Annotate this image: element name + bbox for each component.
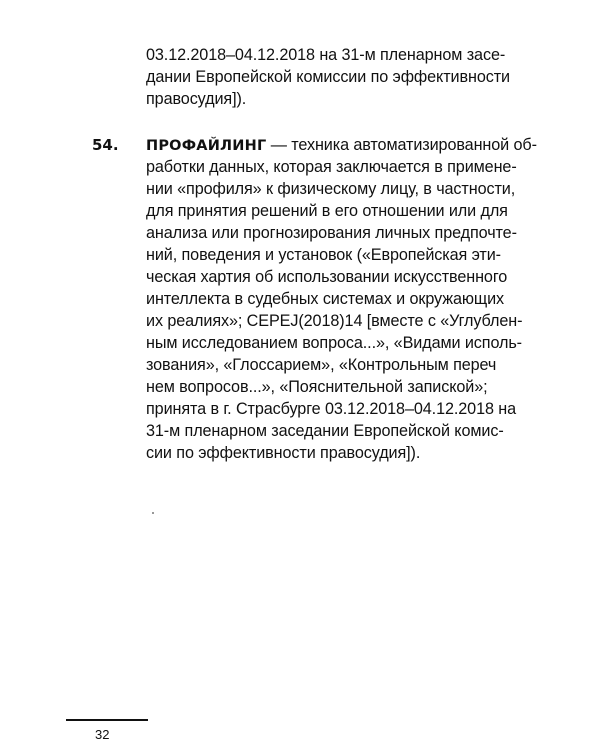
text-line: 31-м пленарном заседании Европейской комис- [146,422,504,440]
page-number: 32 [95,727,110,742]
text-line: их реалиях»; CEPEJ(2018)14 [вместе с «Углублен- [146,312,523,330]
text-line: ным исследованием вопроса...», «Видами исполь- [146,334,522,352]
text-line: нем вопросов...», «Пояснительной запиской»; [146,378,488,396]
footnote-divider [66,719,148,721]
text-line: ческая хартия об использовании искусственного [146,268,508,286]
text-line: нии «профиля» к физическому лицу, в частности, [146,180,516,198]
entry-term: ПРОФАЙЛИНГ [146,138,267,154]
text-line: принята в г. Страсбурге 03.12.2018–04.12.2018 на [146,400,517,418]
entry-first-line-text: — техника автоматизированной об- [266,136,537,154]
text-line: работки данных, которая заключается в примене- [146,158,517,176]
print-speck [152,512,154,514]
entry-first-line [146,134,537,157]
text-line: интеллекта в судебных системах и окружающих [146,290,505,308]
text-line: правосудия]). [146,90,247,108]
entry-number: 54. [92,136,119,154]
text-line: ний, поведения и установок («Европейская эти- [146,246,501,264]
text-line: дании Европейской комиссии по эффективности [146,68,510,86]
text-line: для принятия решений в его отношении или для [146,202,508,220]
text-line: 03.12.2018–04.12.2018 на 31-м пленарном засе- [146,46,506,64]
text-line: зования», «Глоссарием», «Контрольным переч [146,356,497,374]
text-line: анализа или прогнозирования личных предпочте- [146,224,517,242]
text-line: сии по эффективности правосудия]). [146,444,421,462]
